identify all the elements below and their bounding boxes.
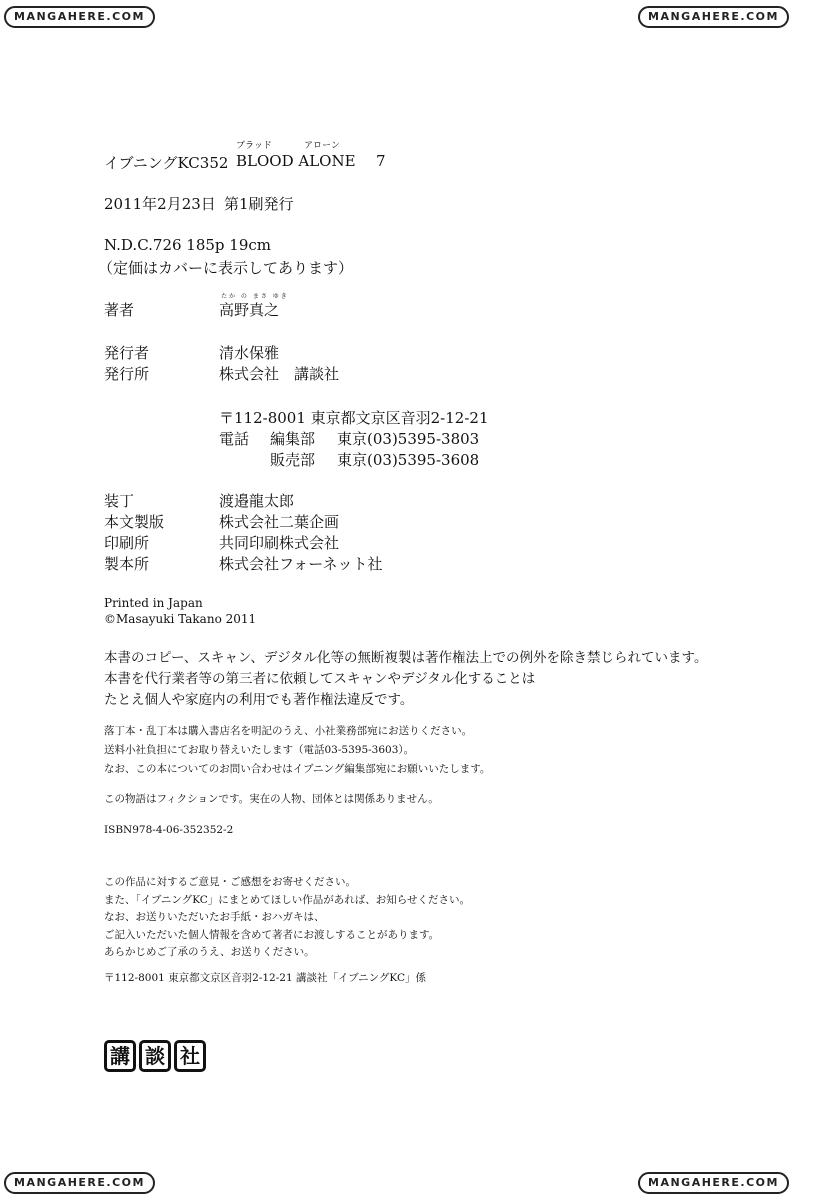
logo-char: 談 [139,1040,171,1072]
phone-label: 電話 [219,430,250,448]
logo-char: 講 [104,1040,136,1072]
printed-in: Printed in Japan [104,596,203,610]
publisher-label: 発行所 [104,365,150,383]
mail-address: 〒112-8001 東京都文京区音羽2-12-21 講談社「イブニングKC」係 [104,972,427,984]
series-code: イブニングKC352 [104,154,229,172]
price-note: （定価はカバーに表示してあります） [98,259,354,277]
ruby-alone: アローン [304,141,340,151]
design-label: 装丁 [104,492,135,510]
ndc-line: N.D.C.726 185p 19cm [104,236,272,254]
feedback-line: また、「イブニングKC」にまとめてほしい作品があれば、お知らせください。 [104,893,470,906]
printing-label: 印刷所 [104,534,150,552]
copyright-notice-line: 本書を代行業者等の第三者に依頼してスキャンやデジタル化することは [104,671,536,687]
design-name: 渡邉龍太郎 [219,492,295,510]
book-title: BLOOD ALONE [236,152,356,170]
volume-number: 7 [376,152,386,170]
editorial-label: 編集部 [270,430,316,448]
feedback-notice [104,874,470,962]
kodansha-logo [104,1040,206,1072]
editorial-phone: 東京(03)5395-3803 [337,430,480,448]
publisher-address: 〒112-8001 東京都文京区音羽2-12-21 [219,409,489,427]
author-name: 高野真之 [219,301,280,319]
watermark-top-left: MANGAHERE.COM [4,6,155,28]
isbn: ISBN978-4-06-352352-2 [104,824,234,836]
feedback-line: あらかじめご了承のうえ、お送りください。 [104,946,315,958]
feedback-line: ご記入いただいた個人情報を含めて著者にお渡しすることがあります。 [104,928,440,941]
publisher-person: 清水保雅 [219,344,280,362]
fiction-notice: この物語はフィクションです。実在の人物、団体とは関係ありません。 [104,793,439,805]
watermark-bottom-right: MANGAHERE.COM [638,1172,789,1194]
feedback-line: なお、お送りいただいたお手紙・おハガキは、 [104,911,325,923]
publisher-person-label: 発行者 [104,344,150,362]
logo-char: 社 [174,1040,206,1072]
watermark-bottom-left: MANGAHERE.COM [4,1172,155,1194]
sales-label: 販売部 [270,451,316,469]
copyright-holder: ©Masayuki Takano 2011 [104,612,257,626]
edition: 第1刷発行 [224,195,294,213]
typeset-label: 本文製版 [104,513,165,531]
defect-notice-line: なお、この本についてのお問い合わせはイブニング編集部宛にお願いいたします。 [104,763,491,775]
publish-date: 2011年2月23日 [104,195,216,213]
typeset-name: 株式会社二葉企画 [219,513,340,531]
defect-notice-line: 送料小社負担にてお取り替えいたします（電話03-5395-3603）。 [104,744,415,756]
sales-phone: 東京(03)5395-3608 [337,451,480,469]
feedback-line: この作品に対するご意見・ご感想をお寄せください。 [104,876,356,888]
copyright-notice-line: たとえ個人や家庭内の利用でも著作権法違反です。 [104,692,414,708]
publisher-name: 株式会社 講談社 [219,365,340,383]
copyright-notice-line: 本書のコピー、スキャン、デジタル化等の無断複製は著作権法上での例外を除き禁じられています。 [104,650,708,666]
defect-notice-line: 落丁本・乱丁本は購入書店名を明記のうえ、小社業務部宛にお送りください。 [104,725,473,737]
author-ruby: たか の まさ ゆき [221,293,289,300]
ruby-blood: ブラッド [236,141,272,151]
author-label: 著者 [104,301,135,319]
binding-name: 株式会社フォーネット社 [219,555,383,573]
copyright-notice [104,648,707,711]
defect-notice [104,722,490,779]
binding-label: 製本所 [104,555,150,573]
watermark-top-right: MANGAHERE.COM [638,6,789,28]
printing-name: 共同印刷株式会社 [219,534,340,552]
